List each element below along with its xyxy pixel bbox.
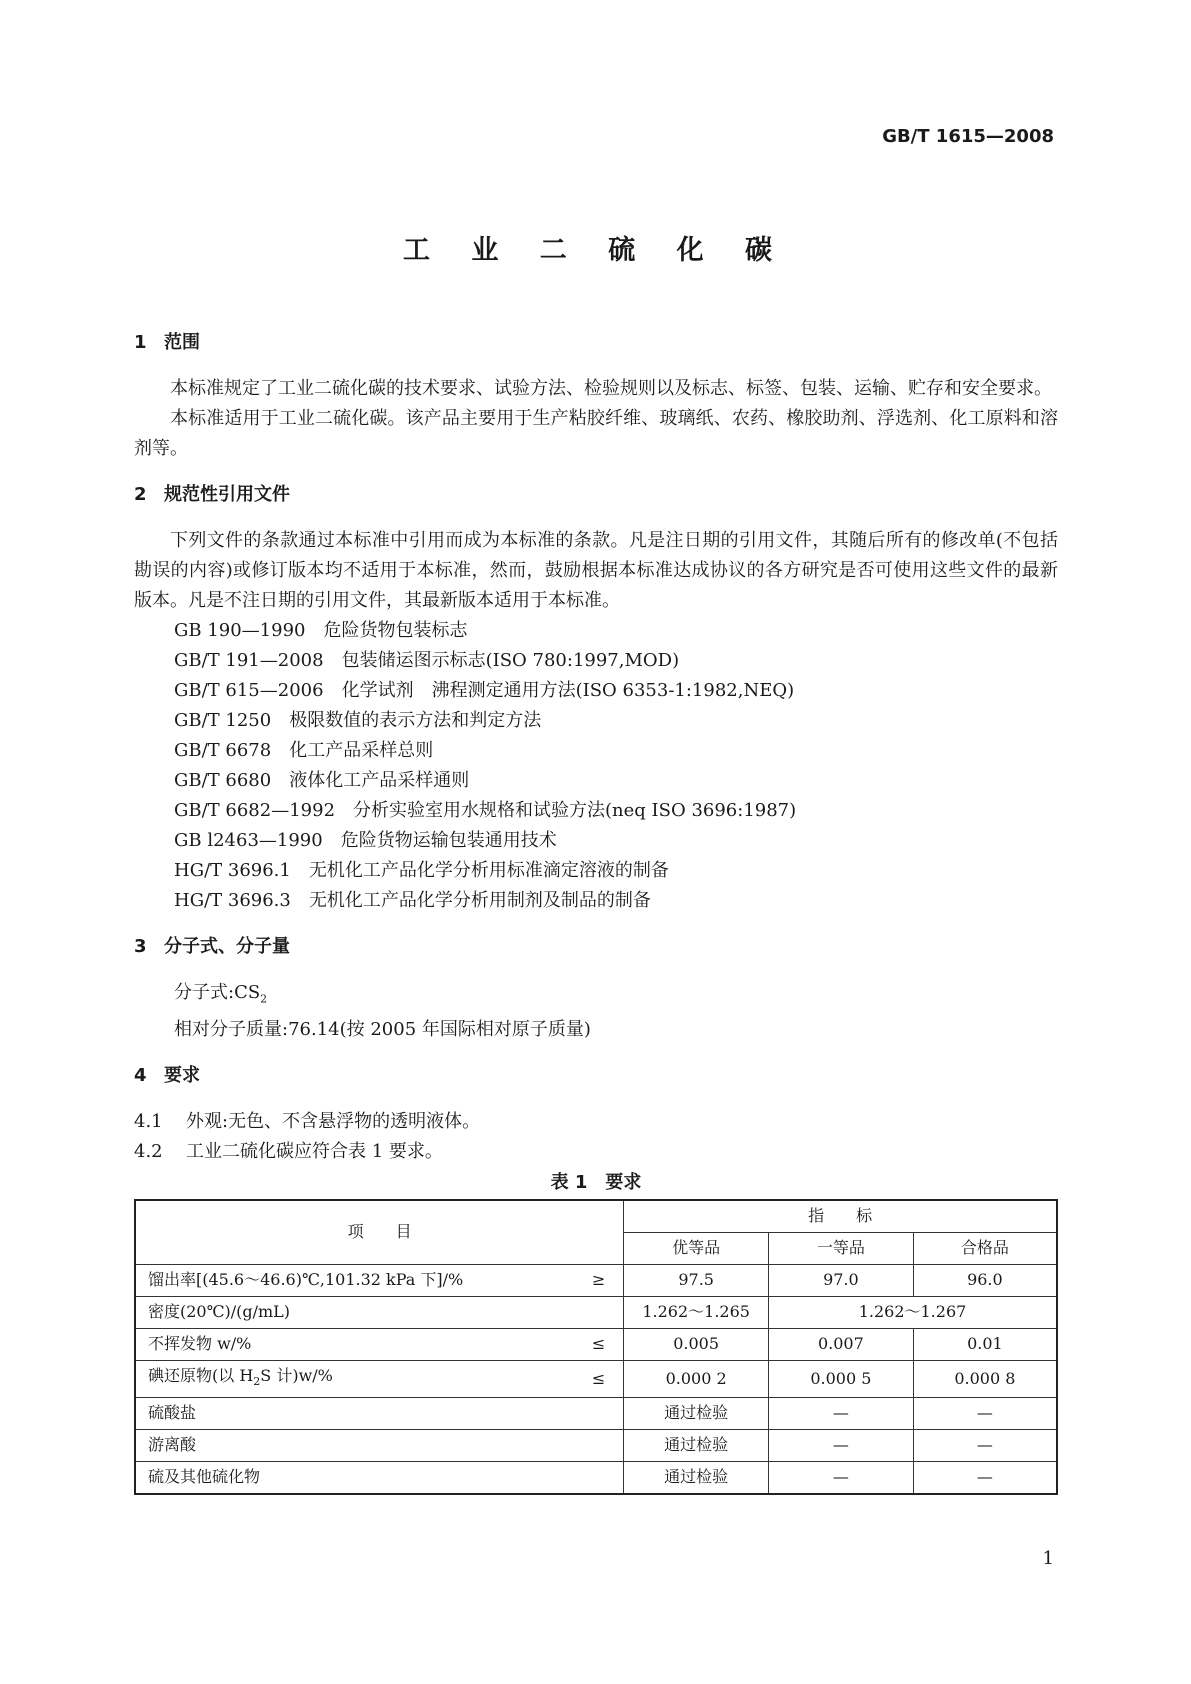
table-row: 馏出率[(45.6～46.6)℃,101.32 kPa 下]/% ≥ 97.5 97.0 96.0 [135, 1264, 1057, 1296]
table-row: 不挥发物 w/% ≤ 0.005 0.007 0.01 [135, 1328, 1057, 1360]
molecular-mass: 相对分子质量:76.14(按 2005 年国际相对原子质量) [174, 1018, 591, 1040]
reference-item: GB/T 6678 化工产品采样总则 [174, 740, 434, 761]
table-row: 密度(20℃)/(g/mL) 1.262～1.265 1.262～1.267 [135, 1296, 1057, 1328]
requirements-table [134, 1199, 1058, 1495]
reference-item: GB l2463—1990 危险货物运输包装通用技术 [174, 830, 557, 851]
document-body [134, 328, 1058, 1495]
page-number: 1 [1042, 1548, 1054, 1569]
scope-paragraph-2: 本标准适用于工业二硫化碳。该产品主要用于生产粘胶纤维、玻璃纸、农药、橡胶助剂、浮选剂、化工原料和溶剂等。 [134, 408, 1058, 459]
scope-paragraph-1: 本标准规定了工业二硫化碳的技术要求、试验方法、检验规则以及标志、标签、包装、运输、贮存和安全要求。 [170, 378, 1052, 399]
reference-item: GB/T 6682—1992 分析实验室用水规格和试验方法(neq ISO 3696:1987) [174, 800, 797, 821]
table-caption: 表 1 要求 [550, 1171, 642, 1193]
clause-4-1: 4.1 外观:无色、不含悬浮物的透明液体。 [134, 1110, 481, 1132]
header-index: 指 标 [624, 1200, 1057, 1233]
section-heading: 4 要求 [134, 1064, 200, 1086]
section-heading: 3 分子式、分子量 [134, 936, 290, 957]
table-row: 硫及其他硫化物 通过检验 — — [135, 1461, 1057, 1494]
table-row: 碘还原物(以 $H_2S$ 计)w/% ≤ 0.000 2 0.000 5 0.000 8 [135, 1360, 1057, 1397]
molecular-formula: 分子式$:CS_2$ [174, 982, 268, 1006]
clause-4-2: 4.2 工业二硫化碳应符合表 1 要求。 [134, 1140, 443, 1162]
standard-code: GB/T 1615—2008 [882, 126, 1054, 147]
normative-intro: 下列文件的条款通过本标准中引用而成为本标准的条款。凡是注日期的引用文件，其随后所有的修改单(不包括勘误的内容)或修订版本均不适用于本标准，然而，鼓励根据本标准达成协议的各方研究是否可使用这些文件的最新版本。凡是不注日期的引用文件，其最新版本适用于本标准。 [134, 530, 1058, 611]
header-item: 项 目 [135, 1200, 624, 1265]
reference-item: GB 190—1990 危险货物包装标志 [174, 620, 468, 641]
table-row: 硫酸盐 通过检验 — — [135, 1397, 1057, 1429]
table-row: 游离酸 通过检验 — — [135, 1429, 1057, 1461]
section-heading: 2 规范性引用文件 [134, 484, 290, 505]
section-heading: 1 范围 [134, 332, 200, 353]
reference-item: HG/T 3696.1 无机化工产品化学分析用标准滴定溶液的制备 [174, 860, 669, 881]
grade-header: 合格品 [913, 1232, 1057, 1264]
reference-item: GB/T 6680 液体化工产品采样通则 [174, 770, 470, 791]
reference-item: HG/T 3696.3 无机化工产品化学分析用制剂及制品的制备 [174, 890, 651, 911]
reference-item: GB/T 615—2006 化学试剂 沸程测定通用方法(ISO 6353-1:1982,NEQ) [174, 680, 795, 701]
document-title: 工 业 二 硫 化 碳 [403, 235, 788, 266]
grade-header: 优等品 [624, 1232, 769, 1264]
reference-item: GB/T 1250 极限数值的表示方法和判定方法 [174, 710, 542, 731]
reference-item: GB/T 191—2008 包装储运图示标志(ISO 780:1997,MOD) [174, 650, 680, 671]
grade-header: 一等品 [769, 1232, 914, 1264]
